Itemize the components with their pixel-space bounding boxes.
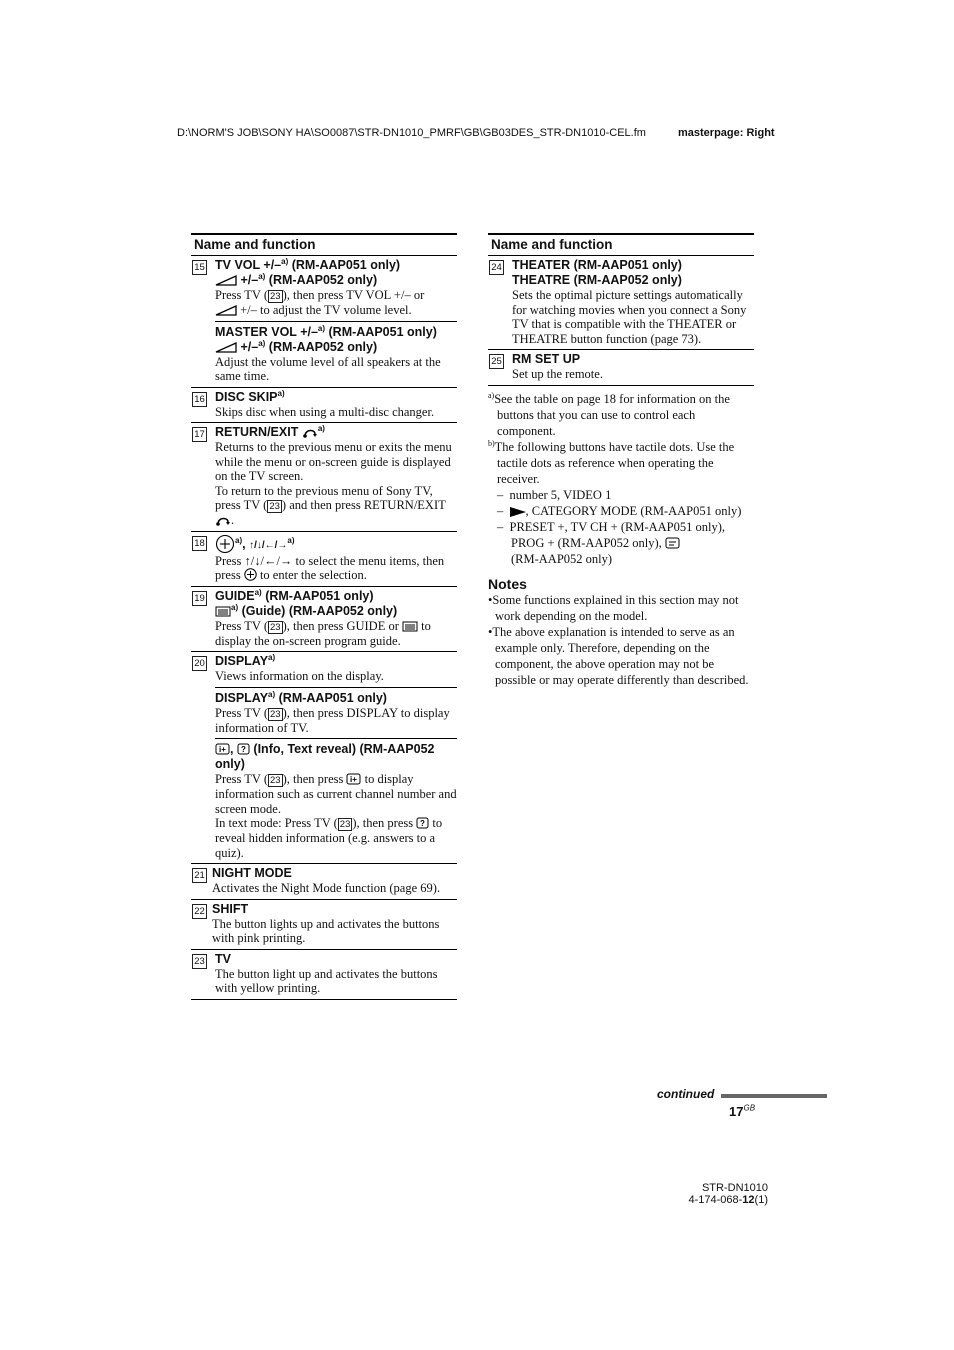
play-icon [510,507,526,517]
enter-plus-icon [215,534,235,554]
note-1: •Some functions explained in this section may not work depending on the model. [488,592,739,623]
footnote-a: $^{a)}$See the table on page 18 for information on the buttons that you can use to control each component. [488,390,730,438]
item-16 [191,388,457,424]
sub-display-rm-aap051: DISPLAY$^{a)}$ (RM-AAP051 only) Press TV ( 23 ), then press DISPLAY to display information of TV. [215,687,457,736]
item-number: 24 [489,260,504,275]
item-20 [191,652,457,864]
continued-bar [721,1094,827,1098]
item-25 [488,350,754,386]
volume-ramp-icon [215,342,237,353]
info-icon [346,773,361,785]
sub-info-text-reveal: i+ , ? (Info, Text reveal) (RM-AAP052 only) Press TV ( 23 ), then press i+ to display information such as current channel number and screen mode. In text mode: Press TV ( 23 ), then press ? to reveal hidden information (e.g. answers to a quiz). [215,738,457,860]
item-title: TV [215,951,231,966]
item-number: 21 [192,868,207,883]
item-24 [488,256,754,350]
item-number: 16 [192,392,207,407]
footnote-b-item-1: – number 5, VIDEO 1 [497,487,612,502]
enter-plus-icon [244,568,257,581]
item-title-2: $^{a)}$ (Guide) (RM-AAP052 only) [215,604,457,619]
text-reveal-icon [237,743,250,755]
right-column [488,233,754,688]
model-number: STR-DN1010 [701,1182,768,1194]
item-23 [191,950,457,1000]
item-title: GUIDE$^{a)}$ (RM-AAP051 only) [215,587,374,603]
arrow-keys-label: ↑/↓/←/→ [249,539,288,551]
item-number: 23 [192,954,207,969]
item-desc: Set up the remote. [512,367,603,381]
text-reveal-icon [416,817,429,829]
item-number: 19 [192,591,207,606]
page-header [177,127,777,139]
volume-ramp-icon [215,275,237,286]
item-number: 20 [192,656,207,671]
item-title: NIGHT MODE [212,866,292,880]
sub-master-vol: MASTER VOL +/–$^{a)}$ (RM-AAP051 only) +/–$^{a)}$ (RM-AAP052 only) Adjust the volume level of all speakers at the same time. [215,321,457,384]
item-title-2: +/–$^{a)}$ (RM-AAP052 only) [215,273,457,288]
item-title: RM SET UP [512,352,581,366]
item-number: 15 [192,260,207,275]
subtitle-icon [665,537,680,549]
masterpage-label: masterpage: Right [678,127,775,139]
left-column [191,233,457,1000]
page-footer [680,1182,768,1206]
item-22 [191,900,457,950]
item-title: DISC SKIP$^{a)}$ [215,388,285,404]
file-path: D:\NORM'S JOB\SONY HA\SO0087\STR-DN1010_PMRF\GB\GB03DES_STR-DN1010-CEL.fm [177,127,646,139]
item-desc: The button light up and activates the buttons with yellow printing. [215,966,438,995]
item-title: DISPLAY$^{a)}$ [215,652,276,668]
guide-list-icon [215,606,231,617]
item-desc: Views information on the display. [215,669,384,683]
item-18 [191,532,457,587]
return-arrow-icon [302,427,318,438]
item-desc: The button lights up and activates the buttons with pink printing. [212,916,440,945]
ref-23: 23 [270,291,281,302]
ref-23: 23 [269,501,280,512]
svg-text:i+: i+ [350,775,358,784]
item-desc: Press TV ( 23 ), then press TV VOL +/– or +/– to adjust the TV volume level. [215,288,425,317]
page-number: $17^{GB}$ [729,1103,756,1119]
item-title: TV VOL +/–$^{a)}$ (RM-AAP051 only) [215,256,401,272]
item-title-2: THEATRE (RM-AAP052 only) [512,273,682,287]
part-code: 4-174-068-12(1) [688,1194,768,1206]
volume-ramp-icon [215,305,237,316]
item-17 [191,423,457,532]
item-number: 18 [192,536,207,551]
item-desc: Press ↑/↓/←/→ to select the menu items, then press to enter the selection. [215,553,445,582]
info-icon [215,743,230,755]
item-desc: Skips disc when using a multi-disc changer. [215,404,435,419]
item-desc: Returns to the previous menu or exits the menu while the menu or on-screen guide is displayed on the TV screen. To return to the previous menu of Sony TV, press TV ( 23 ) and then press RETURN/EXIT . [215,440,452,527]
return-arrow-icon [215,515,231,526]
ref-23: 23 [270,621,281,633]
item-number: 22 [192,904,207,919]
item-number: 17 [192,427,207,442]
item-title: SHIFT [212,901,249,916]
item-15 [191,256,457,388]
table-heading-left: Name and function [191,233,457,256]
footnote-b-item-3: – PRESET +, TV CH + (RM-AAP051 only), PROG + (RM-AAP052 only), (RM-AAP052 only) [497,519,726,566]
item-title: RETURN/EXIT $^{a)}$ [215,423,325,439]
svg-text:i+: i+ [219,745,226,754]
item-desc: Activates the Night Mode function (page 69). [212,881,441,895]
notes-title: Notes [488,575,527,592]
continued-label: continued [657,1087,715,1101]
item-title: THEATER (RM-AAP051 only) [512,258,682,272]
item-title: $^{a)}$, ↑/↓/←/→$^{a)}$ [215,534,457,554]
item-desc: Press TV ( 23 ), then press GUIDE or to display the on-screen program guide. [215,618,431,648]
ref-23: 23 [339,819,351,830]
footnote-b-item-2: – , CATEGORY MODE (RM-AAP051 only) [497,503,742,518]
item-number: 25 [489,354,504,369]
svg-text:?: ? [420,819,426,828]
note-2: •The above explanation is intended to serve as an example only. Therefore, depending on the component, the above operation may not be possible or may operate differently than described. [488,624,749,687]
svg-text:?: ? [241,745,246,754]
item-19 [191,587,457,653]
footnote-b: $^{b)}$The following buttons have tactile dots. Use the tactile dots as reference when operating the receiver. [488,438,735,486]
guide-list-icon [402,621,418,632]
item-21 [191,864,457,900]
table-heading-right: Name and function [488,233,754,256]
ref-23: 23 [270,708,281,720]
item-desc: Sets the optimal picture settings automatically for watching movies when you connect a Sony TV that is compatible with the THEATER or THEATRE button function (page 73). [512,288,747,346]
ref-23: 23 [270,775,281,786]
